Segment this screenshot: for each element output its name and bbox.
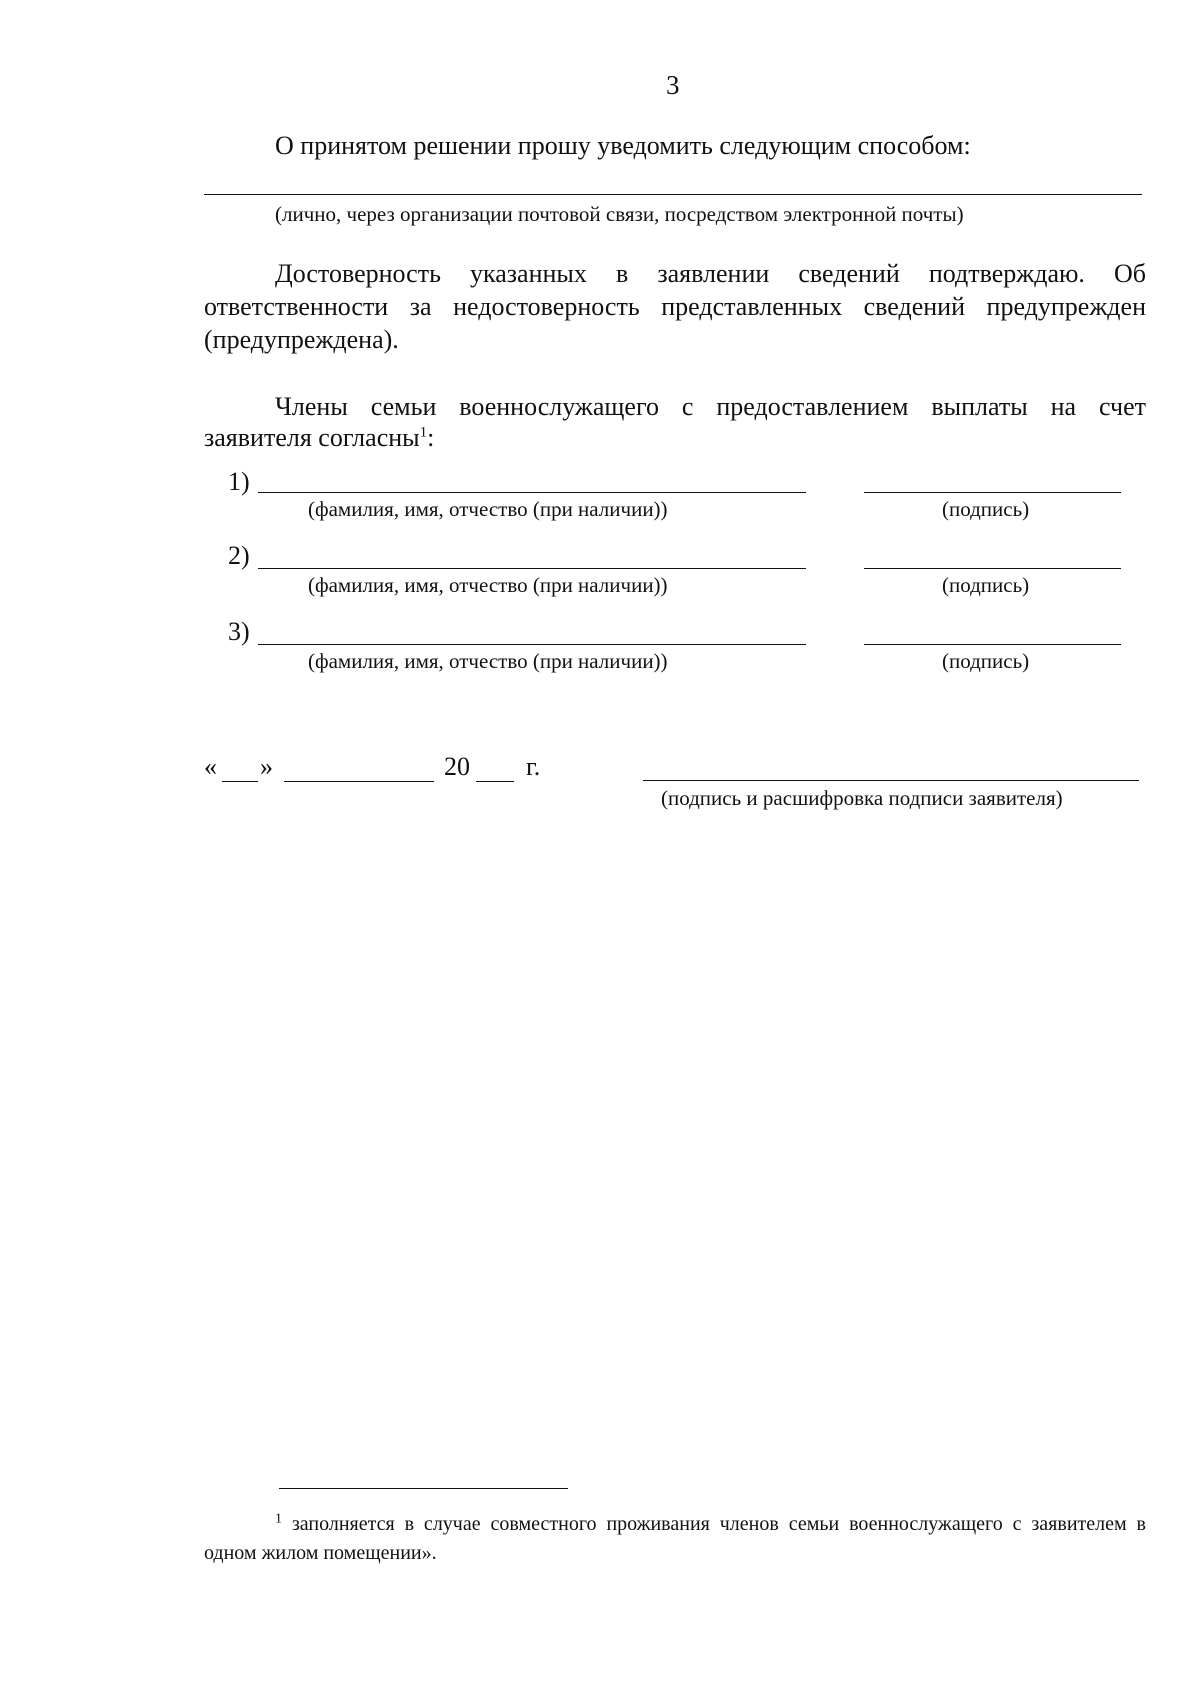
member-name-field[interactable] [258, 492, 806, 493]
family-line-2 [204, 423, 434, 453]
applicant-signature-field[interactable] [643, 780, 1139, 781]
date-year-field[interactable] [476, 781, 514, 782]
family-line-1: Члены семьи военнослужащего с предоставлением выплаты на счет [275, 392, 1146, 421]
member-name-field[interactable] [258, 568, 806, 569]
footnote-reference: 1 [419, 424, 428, 441]
member-name-hint: (фамилия, имя, отчество (при наличии)) [308, 649, 668, 673]
date-close-quote: » [260, 752, 273, 781]
footnote-text: заполняется в случае совместного проживания членов семьи военнослужащего с заявителем в одном жилом помещении». [204, 1513, 1146, 1564]
footnote-marker: 1 [275, 1511, 282, 1527]
family-line-2-colon: : [427, 423, 435, 452]
footnote [204, 1510, 1146, 1568]
date-year-suffix: г. [526, 752, 541, 781]
member-signature-hint: (подпись) [942, 497, 1030, 521]
confirmation-line-2: ответственности за недостоверность представленных сведений предупрежден [204, 292, 1146, 321]
member-signature-field[interactable] [864, 568, 1121, 569]
notify-hint: (лично, через организации почтовой связи, посредством электронной почты) [275, 202, 964, 226]
confirmation-line-3: (предупреждена). [204, 325, 399, 354]
family-line-2-text: заявителя согласны [204, 423, 420, 452]
notify-prompt: О принятом решении прошу уведомить следующим способом: [275, 131, 971, 160]
member-signature-hint: (подпись) [942, 573, 1030, 597]
member-number: 3) [228, 617, 250, 646]
date-month-field[interactable] [284, 781, 434, 782]
date-year-prefix: 20 [444, 752, 470, 781]
page-number: 3 [666, 70, 680, 100]
notify-method-field[interactable] [204, 194, 1142, 195]
member-name-field[interactable] [258, 644, 806, 645]
confirmation-line-1: Достоверность указанных в заявлении сведений подтверждаю. Об [275, 259, 1146, 288]
member-signature-hint: (подпись) [942, 649, 1030, 673]
member-name-hint: (фамилия, имя, отчество (при наличии)) [308, 497, 668, 521]
footnote-separator [279, 1488, 568, 1489]
applicant-signature-hint: (подпись и расшифровка подписи заявителя) [661, 786, 1063, 810]
member-signature-field[interactable] [864, 492, 1121, 493]
date-open-quote: « [204, 752, 217, 781]
member-number: 2) [228, 541, 250, 570]
member-signature-field[interactable] [864, 644, 1121, 645]
member-name-hint: (фамилия, имя, отчество (при наличии)) [308, 573, 668, 597]
date-day-field[interactable] [222, 781, 258, 782]
member-number: 1) [228, 467, 250, 496]
